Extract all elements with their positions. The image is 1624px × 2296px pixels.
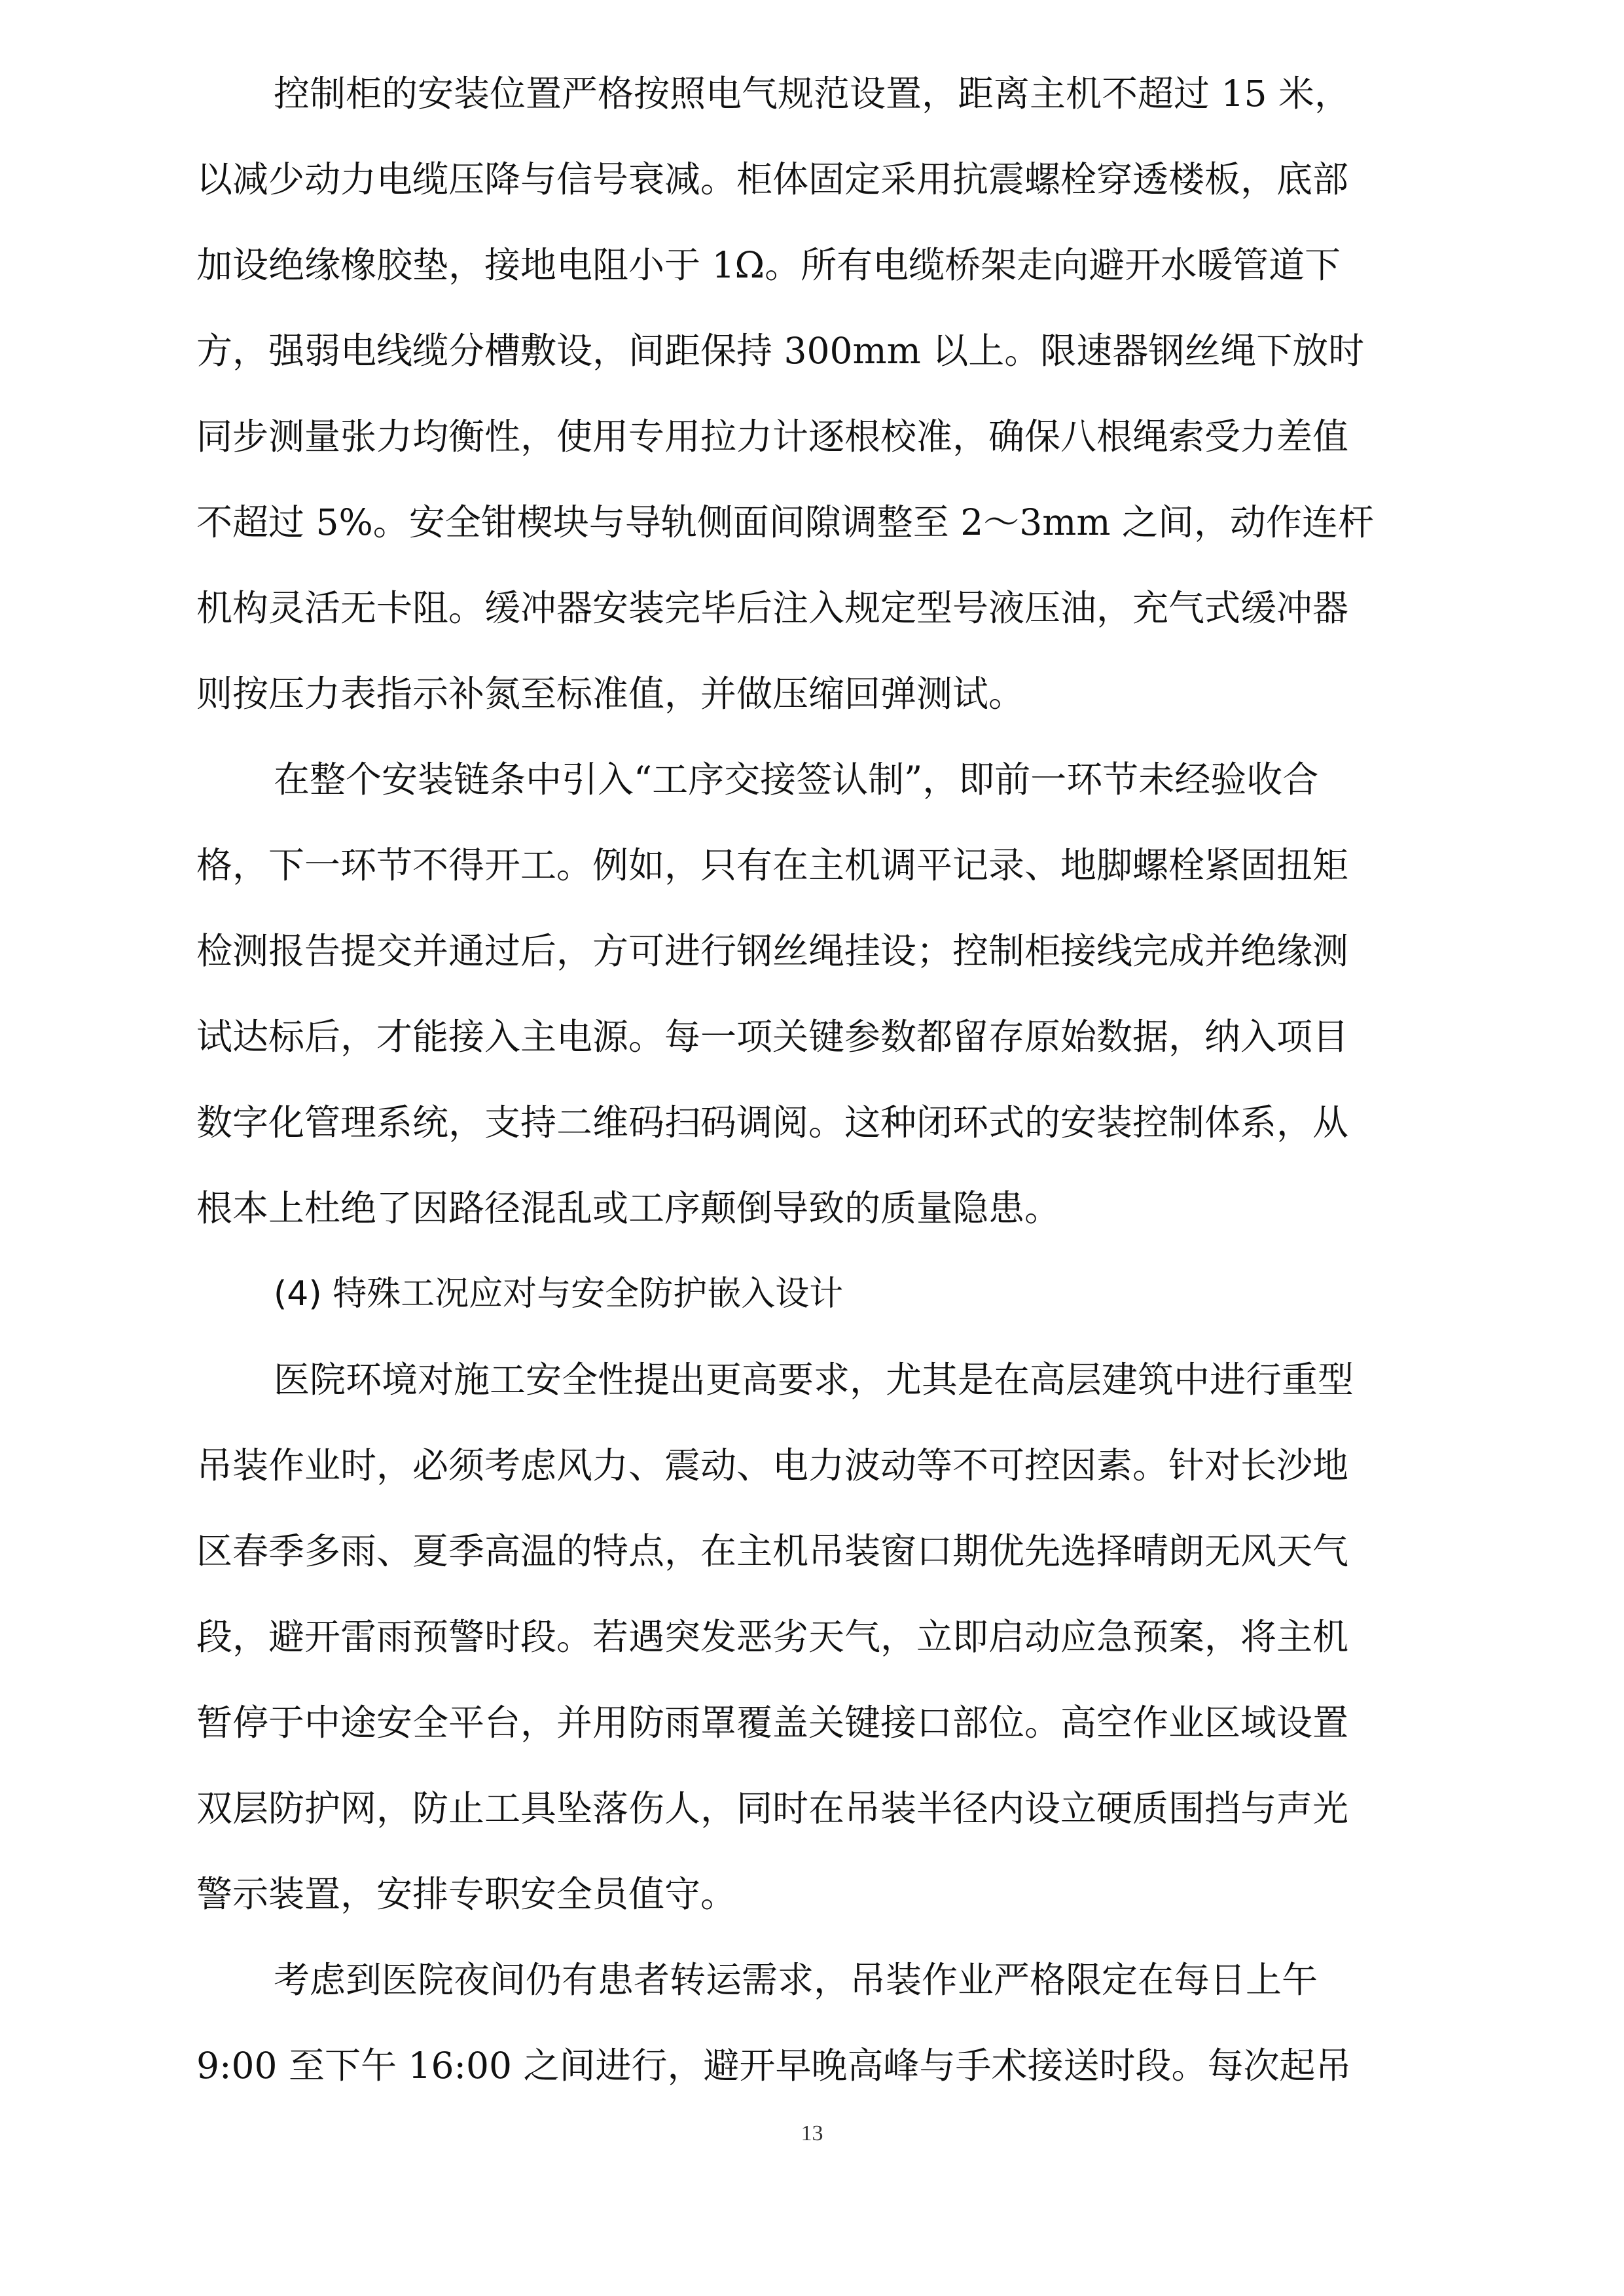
line-text: 机构灵活无卡阻。缓冲器安装完毕后注入规定型号液压油，充气式缓冲器 bbox=[196, 587, 1349, 629]
line-text: 根本上杜绝了因路径混乱或工序颠倒导致的质量隐患。 bbox=[196, 1187, 1061, 1229]
page-number: 13 bbox=[801, 2121, 823, 2145]
line-text: 考虑到医院夜间仍有患者转运需求，吊装作业严格限定在每日上午 bbox=[274, 1959, 1318, 2001]
line-text: 9:00 至下午 16:00 之间进行，避开早晚高峰与手术接送时段。每次起吊 bbox=[196, 2045, 1352, 2087]
line-text: 不超过 5%。安全钳楔块与导轨侧面间隙调整至 2～3mm 之间，动作连杆 bbox=[196, 501, 1374, 543]
line-text: 控制柜的安装位置严格按照电气规范设置，距离主机不超过 15 米， bbox=[274, 73, 1350, 115]
line-text: 则按压力表指示补氮至标准值，并做压缩回弹测试。 bbox=[196, 673, 1025, 715]
line-text: 试达标后，才能接入主电源。每一项关键参数都留存原始数据，纳入项目 bbox=[196, 1016, 1349, 1058]
line-text: 以减少动力电缆压降与信号衰减。柜体固定采用抗震螺栓穿透楼板，底部 bbox=[196, 158, 1349, 200]
line-text: 数字化管理系统，支持二维码扫码调阅。这种闭环式的安装控制体系，从 bbox=[196, 1102, 1349, 1143]
line-text: 检测报告提交并通过后，方可进行钢丝绳挂设；控制柜接线完成并绝缘测 bbox=[196, 930, 1349, 972]
line-text: 医院环境对施工安全性提出更高要求，尤其是在高层建筑中进行重型 bbox=[274, 1359, 1354, 1401]
line-text: 双层防护网，防止工具坠落伤人，同时在吊装半径内设立硬质围挡与声光 bbox=[196, 1787, 1349, 1829]
line-text: 段，避开雷雨预警时段。若遇突发恶劣天气，立即启动应急预案，将主机 bbox=[196, 1616, 1349, 1658]
line-text: 方，强弱电线缆分槽敷设，间距保持 300mm 以上。限速器钢丝绳下放时 bbox=[196, 330, 1365, 372]
heading-text: (4) 特殊工况应对与安全防护嵌入设计 bbox=[274, 1274, 844, 1314]
line-text: 在整个安装链条中引入“工序交接签认制”，即前一环节未经验收合 bbox=[274, 759, 1319, 800]
line-text: 暂停于中途安全平台，并用防雨罩覆盖关键接口部位。高空作业区域设置 bbox=[196, 1702, 1349, 1744]
line-text: 格，下一环节不得开工。例如，只有在主机调平记录、地脚螺栓紧固扭矩 bbox=[196, 844, 1349, 886]
line-text: 吊装作业时，必须考虑风力、震动、电力波动等不可控因素。针对长沙地 bbox=[196, 1444, 1349, 1486]
line-text: 警示装置，安排专职安全员值守。 bbox=[196, 1873, 737, 1915]
line-text: 区春季多雨、夏季高温的特点，在主机吊装窗口期优先选择晴朗无风天气 bbox=[196, 1530, 1349, 1572]
line-text: 加设绝缘橡胶垫，接地电阻小于 1Ω。所有电缆桥架走向避开水暖管道下 bbox=[196, 244, 1341, 286]
line-text: 同步测量张力均衡性，使用专用拉力计逐根校准，确保八根绳索受力差值 bbox=[196, 416, 1349, 457]
